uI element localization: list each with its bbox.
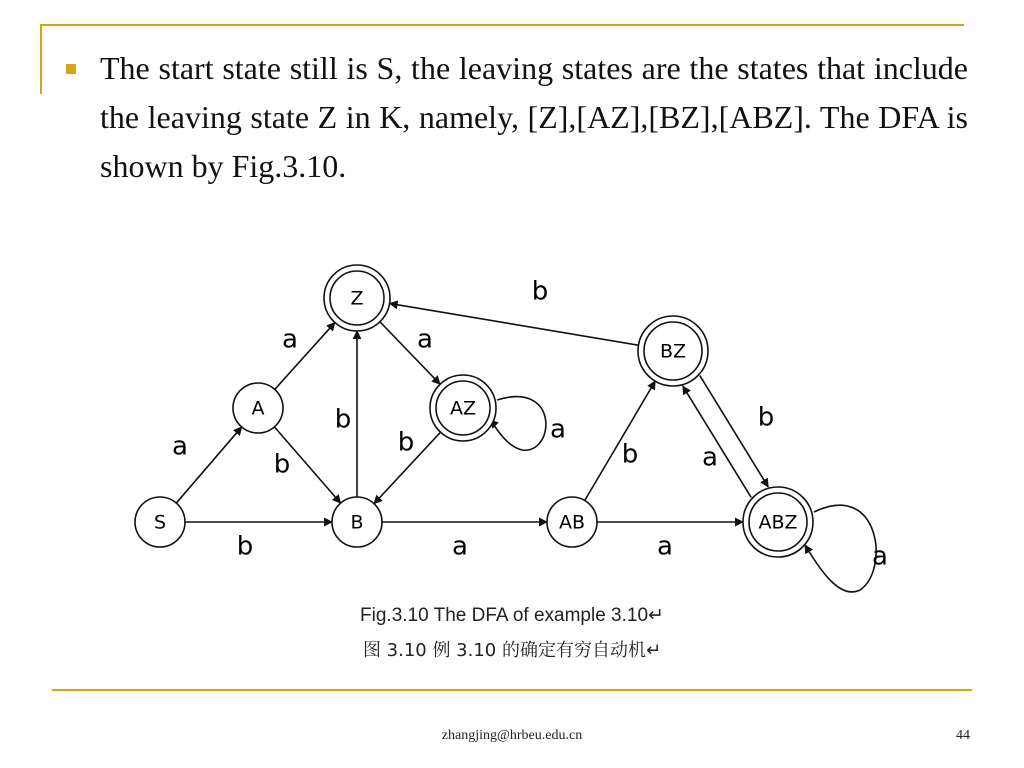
state-label-AB: AB — [558, 511, 586, 534]
state-Z — [324, 265, 390, 331]
transition-label-AB-BZ: b — [621, 439, 639, 470]
state-label-AZ: AZ — [449, 397, 477, 420]
transition-label-AZ-AZ: a — [550, 414, 566, 445]
transition-label-ABZ-ABZ: a — [872, 541, 888, 572]
transition-label-S-A: a — [172, 431, 188, 462]
state-BZ — [638, 316, 708, 386]
transition-label-A-B: b — [273, 449, 291, 480]
slide-body-text: The start state still is S, the leaving states are the states that include the leaving state Z in K, namely, [Z],[AZ],[BZ],[ABZ]. The DFA is shown by Fig.3.10. — [100, 50, 968, 184]
figure-caption-chinese: 图 3.10 例 3.10 的确定有穷自动机↵ — [362, 640, 662, 661]
transition-label-BZ-Z: b — [531, 276, 549, 307]
transition-AB-BZ — [585, 381, 655, 500]
state-label-Z: Z — [350, 287, 364, 310]
self-loop-AZ — [490, 397, 546, 451]
transition-label-B-Z: b — [334, 404, 352, 435]
state-ABZ — [743, 487, 813, 557]
transition-label-AB-ABZ: a — [657, 531, 673, 562]
state-label-BZ: BZ — [659, 340, 687, 363]
transition-label-AZ-B: b — [397, 427, 415, 458]
self-loop-ABZ — [805, 505, 876, 592]
state-label-S: S — [153, 511, 167, 534]
transition-label-ABZ-BZ: b — [757, 402, 775, 433]
state-label-A: A — [251, 397, 265, 420]
bottom-accent-rule — [52, 689, 972, 691]
state-label-B: B — [350, 511, 364, 534]
state-AZ — [430, 375, 496, 441]
transition-label-S-B: b — [236, 531, 254, 562]
figure-caption-english: Fig.3.10 The DFA of example 3.10↵ — [360, 605, 664, 626]
transition-label-A-Z: a — [282, 324, 298, 355]
state-S — [135, 497, 185, 547]
footer-email: zhangjing@hrbeu.edu.cn — [441, 728, 583, 743]
left-accent-rule — [40, 24, 42, 94]
state-AB — [547, 497, 597, 547]
transition-label-Z-AZ: a — [417, 324, 433, 355]
dfa-states — [135, 265, 813, 557]
state-A — [233, 383, 283, 433]
transition-label-B-AB: a — [452, 531, 468, 562]
state-label-ABZ: ABZ — [758, 511, 798, 534]
state-B — [332, 497, 382, 547]
top-accent-rule — [40, 24, 964, 26]
transition-label-BZ-ABZ: a — [702, 442, 718, 473]
page-number: 44 — [956, 728, 970, 743]
bullet-square-icon — [66, 64, 76, 74]
